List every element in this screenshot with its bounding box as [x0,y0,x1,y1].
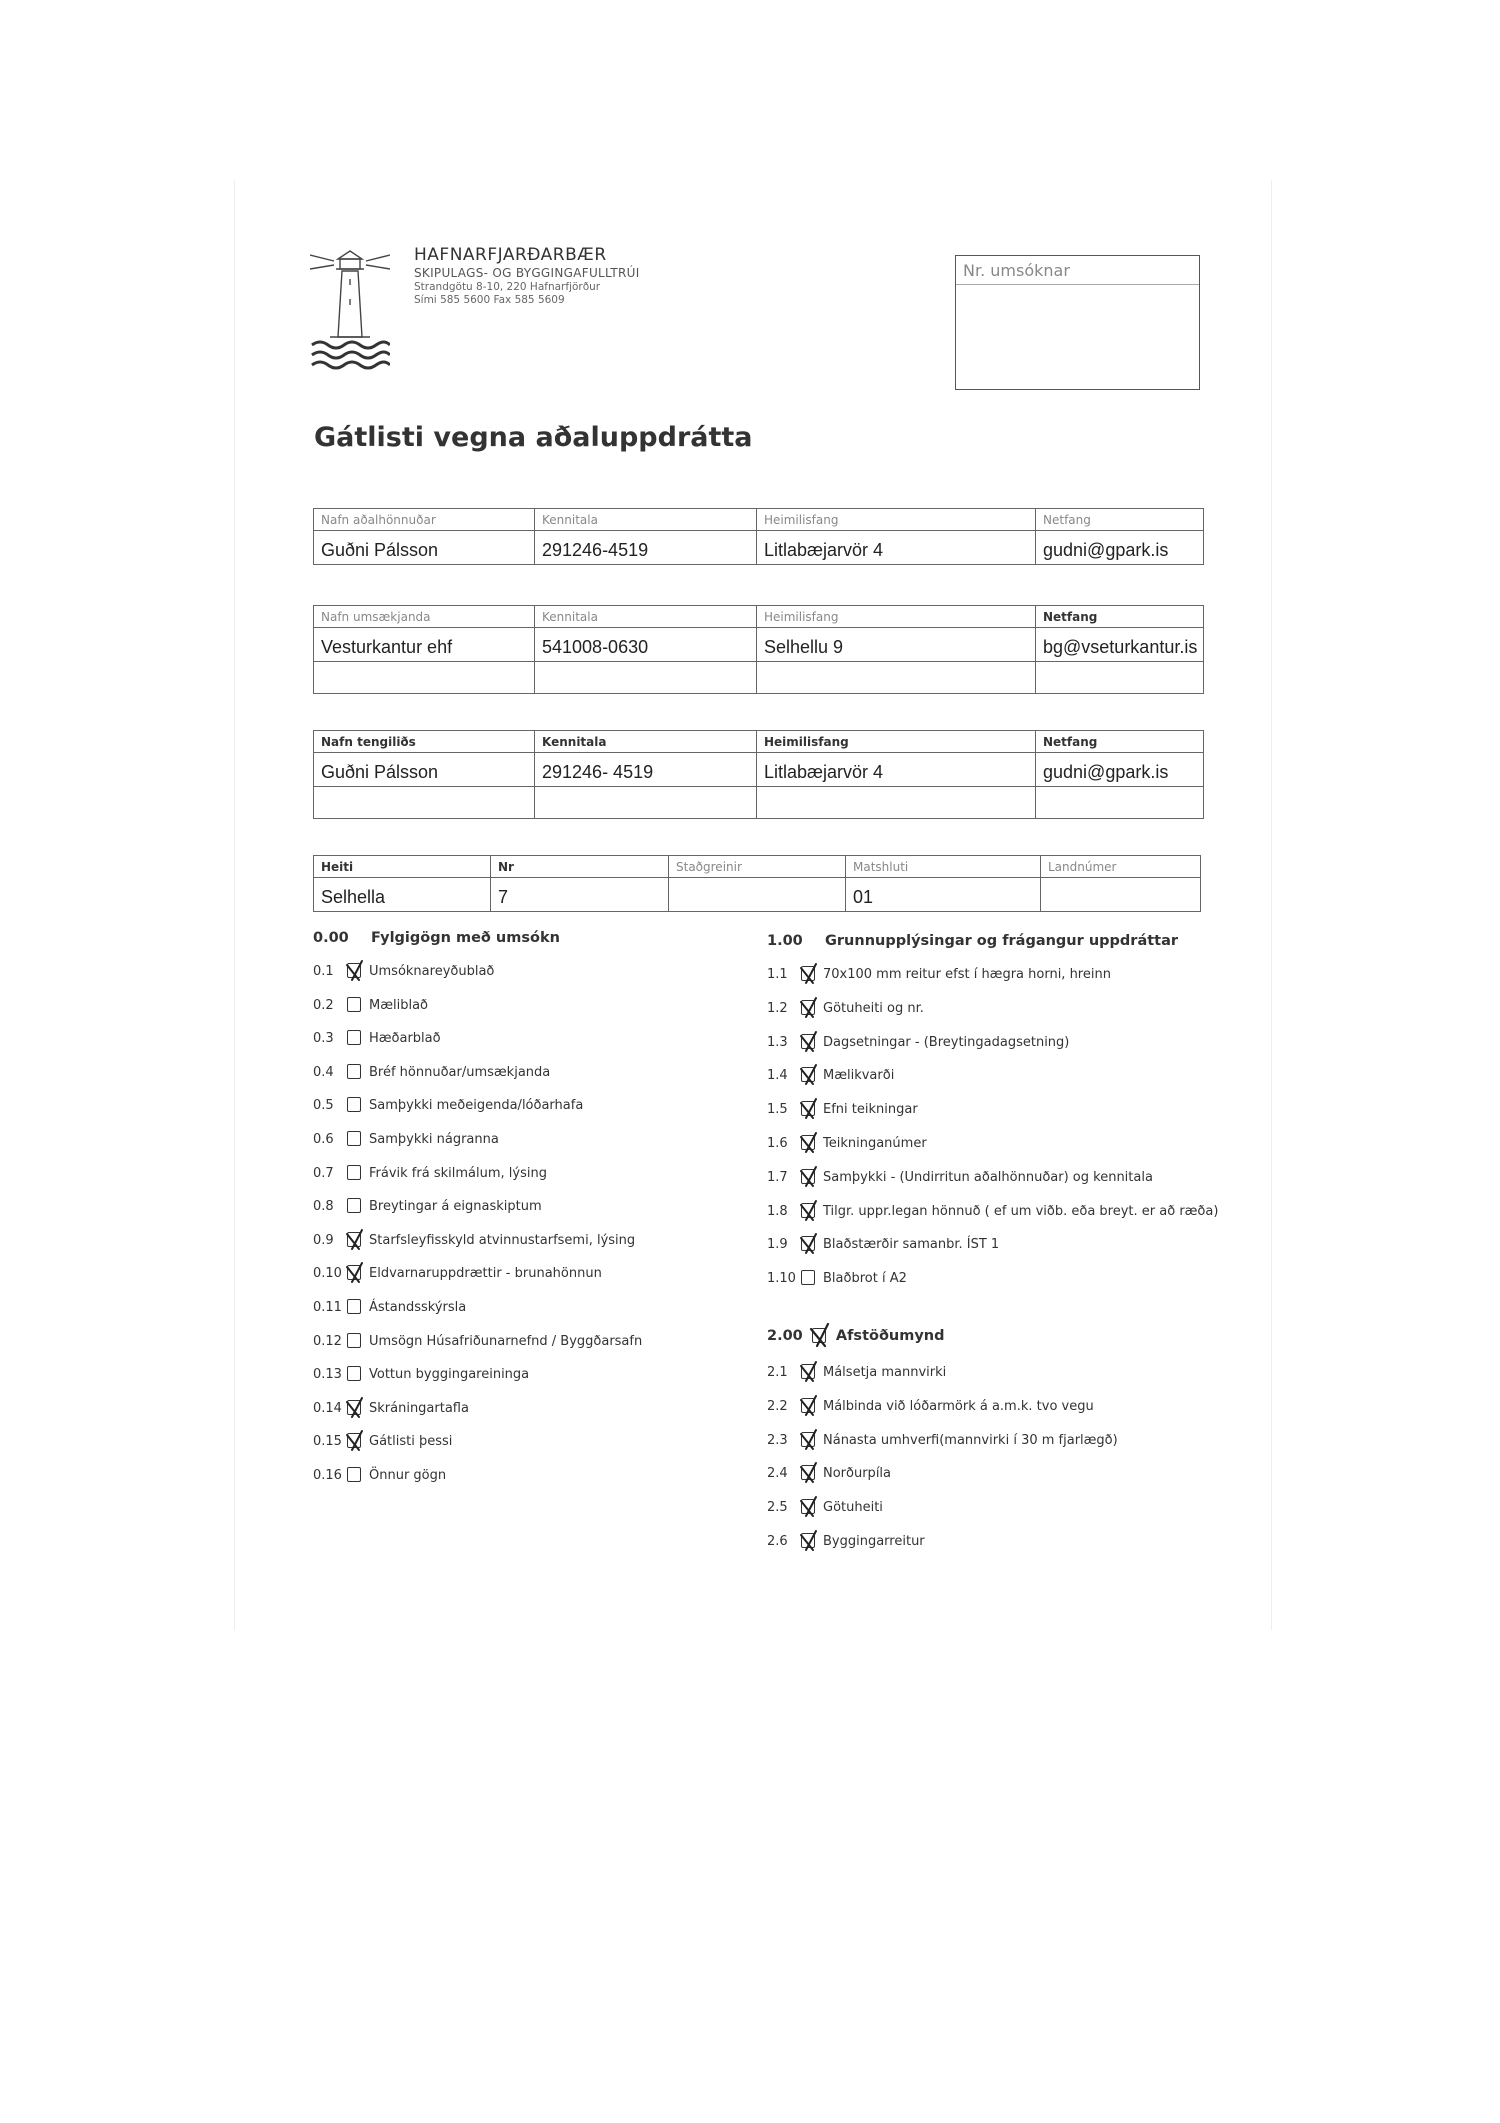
checklist-item [767,1362,946,1384]
item-number: 0.2 [313,997,334,1013]
check-mark-icon [343,1394,367,1420]
property-name-header: Heiti [314,856,491,878]
checklist-item [313,1431,452,1453]
designer-ssn-header: Kennitala [535,509,757,531]
contact-empty-cell[interactable] [314,787,535,819]
item-label: Nánasta umhverfi(mannvirki í 30 m fjarlægð) [823,1432,1118,1448]
section-2-heading [767,1328,945,1344]
item-number: 0.8 [313,1199,334,1215]
item-number: 0.16 [313,1468,342,1483]
checklist-item [767,998,924,1020]
item-label: Vottun byggingareininga [369,1367,530,1383]
checklist-item [767,1234,999,1256]
check-mark-icon [797,1061,821,1087]
check-mark-icon [797,1358,821,1384]
item-number: 0.11 [313,1300,342,1315]
item-label: Samþykki meðeigenda/lóðarhafa [369,1098,584,1114]
item-number: 0.6 [313,1132,334,1147]
checkbox-icon[interactable] [801,1236,815,1251]
checklist-item [313,1062,550,1084]
item-number: 1.7 [767,1169,788,1185]
check-mark-icon [808,1322,832,1348]
item-label: 70x100 mm reitur efst í hægra horni, hreinn [823,967,1111,982]
section-1-title: Grunnupplýsingar og frágangur uppdráttar [825,933,1179,949]
check-mark-icon [797,960,821,986]
checkbox-icon[interactable] [347,997,361,1012]
check-mark-icon [797,1392,821,1418]
contact-empty-cell[interactable] [1036,787,1204,819]
item-label: Götuheiti og nr. [823,1000,924,1016]
contact-ssn-header: Kennitala [535,731,757,753]
item-number: 1.10 [767,1271,796,1287]
item-label: Mæliblað [369,997,428,1013]
checklist-item [313,1331,642,1353]
property-land-number-header: Landnúmer [1041,856,1201,878]
item-number: 1.2 [767,1000,788,1016]
property-table [313,855,1201,912]
checkbox-icon[interactable] [801,1465,815,1480]
checkbox-icon[interactable] [801,1533,815,1548]
checklist-item [767,1430,1118,1452]
item-label: Málbinda við lóðarmörk á a.m.k. tvo vegu [823,1398,1094,1414]
applicant-email-header: Netfang [1036,606,1204,628]
contact-email-header: Netfang [1036,731,1204,753]
check-mark-icon [797,1197,821,1223]
item-label: Tilgr. uppr.legan hönnuð ( ef um viðb. eða breyt. er að ræða) [823,1203,1219,1219]
item-number: 2.3 [767,1432,788,1448]
property-number-field[interactable]: 7 [491,878,669,912]
designer-address-header: Heimilisfang [757,509,1036,531]
checklist-item [767,1099,918,1121]
checkbox-icon[interactable] [347,1366,361,1381]
item-number: 1.8 [767,1203,788,1219]
item-label: Samþykki nágranna [369,1132,499,1147]
item-label: Götuheiti [823,1500,883,1516]
section-0-number: 0.00 [313,930,349,946]
item-label: Samþykki - (Undirritun aðalhönnuðar) og kennitala [823,1169,1153,1185]
check-mark-icon [343,1226,367,1252]
item-number: 0.9 [313,1232,334,1248]
item-number: 0.15 [313,1434,342,1450]
checkbox-icon[interactable] [347,1265,361,1280]
checklist-item [767,1133,927,1155]
item-number: 1.9 [767,1237,788,1253]
designer-email-header: Netfang [1036,509,1204,531]
check-mark-icon [797,1426,821,1452]
checkbox-icon[interactable] [801,966,815,981]
organization-block [414,247,640,305]
item-label: Byggingarreitur [823,1534,925,1549]
property-number-header: Nr [491,856,669,878]
item-number: 2.6 [767,1534,788,1549]
section-2-title: Afstöðumynd [835,1328,945,1344]
section-2-number: 2.00 [767,1328,803,1344]
checklist-item [313,1364,529,1386]
item-label: Dagsetningar - (Breytingadagsetning) [823,1034,1070,1050]
property-locator-header: Staðgreinir [669,856,846,878]
section-0-title: Fylgigögn með umsókn [371,930,560,946]
item-number: 0.7 [313,1165,334,1181]
applicant-email-field[interactable]: bg@vseturkantur.is [1036,628,1204,662]
checklist-item [313,961,494,983]
checkbox-icon[interactable] [347,1467,361,1482]
checkbox-icon[interactable] [347,963,361,978]
item-label: Gátlisti þessi [369,1434,453,1450]
item-number: 0.1 [313,964,334,979]
item-number: 1.5 [767,1102,788,1118]
item-label: Starfsleyfisskyld atvinnustarfsemi, lýsing [369,1232,636,1248]
checkbox-icon[interactable] [347,1131,361,1146]
contact-name-header: Nafn tengiliðs [314,731,535,753]
item-label: Blaðbrot í A2 [823,1271,907,1287]
checkbox-icon[interactable] [347,1165,361,1180]
item-number: 0.3 [313,1031,334,1047]
checklist-item [767,1463,891,1485]
check-mark-icon [343,957,367,983]
checkbox-icon[interactable] [347,1433,361,1448]
item-label: Skráningartafla [369,1400,469,1416]
application-number-label: Nr. umsóknar [963,261,1070,280]
item-label: Umsóknareyðublað [369,964,495,979]
item-label: Bréf hönnuðar/umsækjanda [369,1064,551,1080]
applicant-empty-cell[interactable] [535,662,757,694]
checklist-item [767,1396,1094,1418]
checklist-item [767,1167,1153,1189]
item-label: Eldvarnaruppdrættir - brunahönnun [369,1266,602,1282]
checklist-item [313,1028,441,1050]
checkbox-icon[interactable] [801,1101,815,1116]
checkbox-icon[interactable] [801,1000,815,1015]
property-unit-header: Matshluti [846,856,1041,878]
checklist-item [313,1263,602,1285]
applicant-name-field[interactable]: Vesturkantur ehf [314,628,535,662]
applicant-ssn-header: Kennitala [535,606,757,628]
checklist-item [767,964,1111,986]
designer-ssn-field[interactable]: 291246-4519 [535,531,757,565]
item-label: Hæðarblað [369,1031,441,1047]
check-mark-icon [797,1230,821,1256]
org-name: HAFNARFJARÐARBÆR [414,245,607,265]
check-mark-icon [797,1459,821,1485]
check-mark-icon [797,1527,821,1553]
section-1-number: 1.00 [767,933,803,949]
checkbox-icon[interactable] [801,1034,815,1049]
checkbox-icon[interactable] [801,1499,815,1514]
item-number: 1.3 [767,1034,788,1050]
item-label: Ástandsskýrsla [369,1300,467,1315]
contact-empty-cell[interactable] [757,787,1036,819]
check-mark-icon [343,1427,367,1453]
checklist-item [313,1398,469,1420]
checklist-item [767,1531,925,1553]
checklist-item [313,1196,542,1218]
checklist-item [313,995,428,1017]
org-department: SKIPULAGS- OG BYGGINGAFULLTRÚI [414,266,640,280]
check-mark-icon [797,1163,821,1189]
property-unit-field[interactable]: 01 [846,878,1041,912]
contact-name-field[interactable]: Guðni Pálsson [314,753,535,787]
contact-ssn-field[interactable]: 291246- 4519 [535,753,757,787]
designer-address-field[interactable]: Litlabæjarvör 4 [757,531,1036,565]
item-number: 0.4 [313,1064,334,1080]
applicant-empty-cell[interactable] [314,662,535,694]
item-number: 0.10 [313,1266,342,1282]
item-number: 0.12 [313,1333,342,1349]
designer-name-field[interactable]: Guðni Pálsson [314,531,535,565]
org-phone: Sími 585 5600 Fax 585 5609 [414,293,565,306]
item-number: 0.13 [313,1367,342,1383]
checklist-item [313,1297,466,1319]
checklist-item [767,1032,1069,1054]
contact-empty-cell[interactable] [535,787,757,819]
item-label: Málsetja mannvirki [823,1365,947,1380]
applicant-table [313,605,1204,694]
applicant-address-header: Heimilisfang [757,606,1036,628]
checkbox-icon[interactable] [347,1097,361,1112]
item-label: Önnur gögn [369,1468,447,1483]
checkbox-icon[interactable] [347,1198,361,1213]
contact-table [313,730,1204,819]
item-number: 2.2 [767,1398,788,1414]
property-locator-field[interactable] [669,878,846,912]
item-label: Norðurpíla [823,1466,892,1482]
checkbox-icon[interactable] [801,1067,815,1082]
checklist-item [767,1497,883,1519]
designer-email-field[interactable]: gudni@gpark.is [1036,531,1204,565]
application-number-box[interactable] [955,255,1200,390]
checkbox-icon[interactable] [801,1432,815,1447]
checkbox-icon[interactable] [801,1169,815,1184]
designer-name-header: Nafn aðalhönnuðar [314,509,535,531]
property-name-field[interactable]: Selhella [314,878,491,912]
checklist-item [313,1095,583,1117]
item-label: Blaðstærðir samanbr. ÍST 1 [823,1237,1000,1253]
checklist-item [767,1065,894,1087]
check-mark-icon [797,994,821,1020]
contact-email-field[interactable]: gudni@gpark.is [1036,753,1204,787]
applicant-address-field[interactable]: Selhellu 9 [757,628,1036,662]
contact-address-field[interactable]: Litlabæjarvör 4 [757,753,1036,787]
item-label: Efni teikningar [823,1102,918,1118]
applicant-empty-cell[interactable] [1036,662,1204,694]
checklist-item [313,1465,446,1487]
item-label: Umsögn Húsafriðunarnefnd / Byggðarsafn [369,1333,643,1349]
item-number: 2.1 [767,1365,788,1380]
applicant-empty-cell[interactable] [757,662,1036,694]
checkbox-icon[interactable] [347,1299,361,1314]
checklist-item [313,1129,499,1151]
check-mark-icon [797,1493,821,1519]
check-mark-icon [797,1129,821,1155]
designer-table [313,508,1204,565]
checkbox-icon[interactable] [801,1364,815,1379]
section-1-heading [767,933,1178,949]
section-0-heading [313,930,560,946]
checkbox-icon[interactable] [347,1333,361,1348]
item-number: 0.5 [313,1098,334,1114]
checkbox-icon[interactable] [347,1232,361,1247]
section-2-checkbox[interactable] [812,1328,826,1343]
property-land-number-field[interactable] [1041,878,1201,912]
item-label: Frávik frá skilmálum, lýsing [369,1165,547,1181]
check-mark-icon [343,1259,367,1285]
checkbox-icon[interactable] [347,1030,361,1045]
item-label: Mælikvarði [823,1068,895,1084]
checkbox-icon[interactable] [801,1203,815,1218]
lighthouse-logo-icon [310,245,390,370]
checkbox-icon[interactable] [801,1270,815,1285]
checkbox-icon[interactable] [801,1398,815,1413]
item-number: 2.5 [767,1500,788,1516]
item-label: Breytingar á eignaskiptum [369,1199,542,1215]
checklist-item [767,1268,907,1290]
item-number: 1.6 [767,1136,788,1151]
applicant-name-header: Nafn umsækjanda [314,606,535,628]
page-title: Gátlisti vegna aðaluppdrátta [314,422,753,453]
applicant-ssn-field[interactable]: 541008-0630 [535,628,757,662]
checkbox-icon[interactable] [801,1135,815,1150]
item-number: 2.4 [767,1466,788,1482]
check-mark-icon [797,1028,821,1054]
org-address: Strandgötu 8-10, 220 Hafnarfjörður [414,281,601,293]
item-label: Teikninganúmer [823,1136,927,1151]
item-number: 1.1 [767,967,788,982]
checklist-item [767,1201,1218,1223]
checklist-item [313,1230,635,1252]
checklist-item [313,1163,547,1185]
contact-address-header: Heimilisfang [757,731,1036,753]
item-number: 1.4 [767,1068,788,1084]
item-number: 0.14 [313,1400,342,1416]
checkbox-icon[interactable] [347,1400,361,1415]
checkbox-icon[interactable] [347,1064,361,1079]
check-mark-icon [797,1095,821,1121]
